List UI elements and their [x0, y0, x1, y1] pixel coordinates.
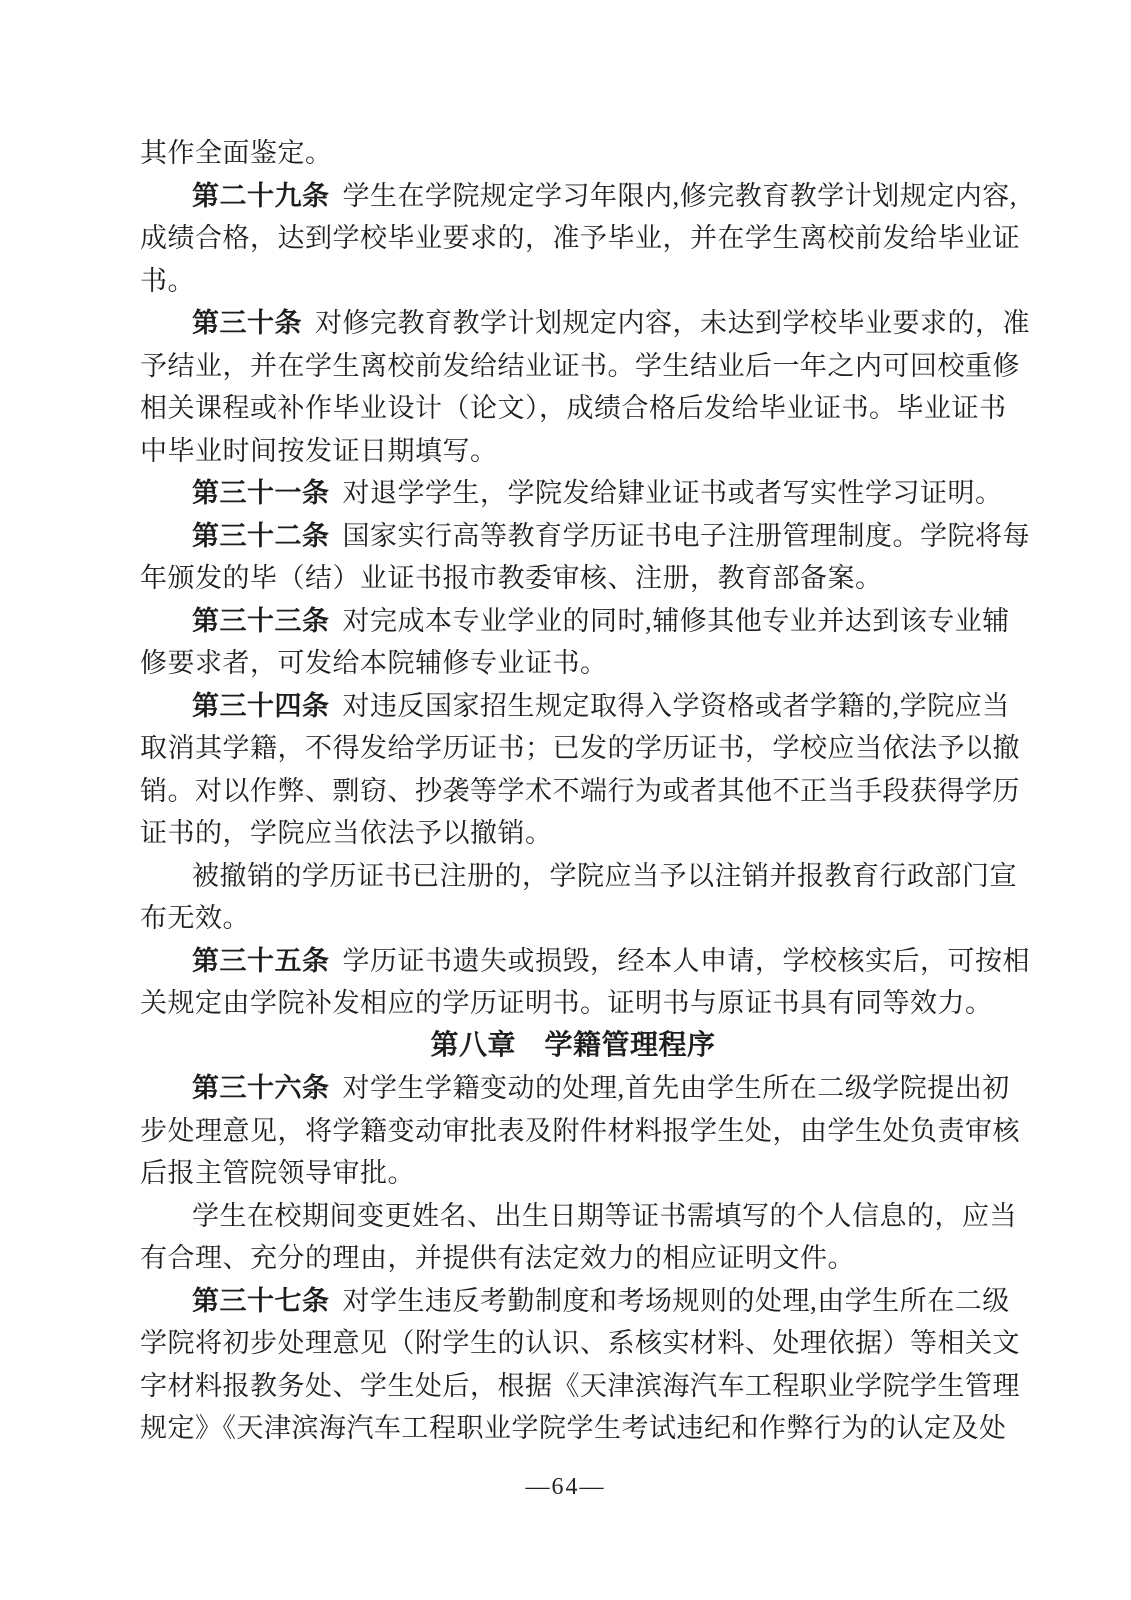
line-text: 其作全面鉴定。 [140, 138, 333, 168]
chapter-heading [140, 1025, 1006, 1068]
line-text: 后报主管院领导审批。 [140, 1158, 415, 1188]
article-number: 第二十九条 [192, 180, 330, 211]
text-line [140, 1322, 1020, 1365]
text-line [140, 345, 1020, 388]
text-line [140, 812, 1006, 855]
text-line [140, 940, 1030, 983]
line-text: 被撤销的学历证书已注册的，学院应当予以注销并报教育行政部门宣 [192, 860, 1017, 891]
text-line [140, 982, 1006, 1025]
line-text: 销。对以作弊、剽窃、抄袭等学术不端行为或者其他不正当手段获得学历 [140, 775, 1020, 806]
text-line [140, 472, 1006, 515]
article-number: 第三十七条 [192, 1285, 330, 1316]
text-line [140, 1067, 1010, 1110]
text-line [140, 897, 1006, 940]
text-line [140, 1152, 1006, 1195]
text-line [140, 1280, 1010, 1323]
text-line [140, 515, 1030, 558]
text-line [140, 1365, 1020, 1408]
text-line [140, 727, 1020, 770]
text-line [140, 1110, 1020, 1153]
text-line [140, 132, 1006, 175]
line-text: 相关课程或补作毕业设计（论文），成绩合格后发给毕业证书。毕业证书 [140, 393, 1007, 423]
line-text: 布无效。 [140, 903, 250, 933]
article-number: 第三十二条 [192, 520, 330, 551]
text-line [140, 387, 1006, 430]
line-text: 取消其学籍，不得发给学历证书；已发的学历证书，学校应当依法予以撤 [140, 733, 1020, 763]
article-number: 第三十五条 [192, 945, 330, 976]
text-line [140, 855, 1017, 898]
line-text: 国家实行高等教育学历证书电子注册管理制度。学院将每 [342, 520, 1030, 551]
line-text: 有合理、充分的理由，并提供有法定效力的相应证明文件。 [140, 1243, 855, 1273]
text-line [140, 600, 1010, 643]
text-line [140, 217, 1020, 260]
page-number: —64— [525, 1474, 606, 1500]
article-number: 第三十四条 [192, 690, 330, 721]
line-text: 年颁发的毕（结）业证书报市教委审核、注册，教育部备案。 [140, 563, 883, 593]
line-text: 关规定由学院补发相应的学历证明书。证明书与原证书具有同等效力。 [140, 988, 993, 1018]
text-line [140, 1195, 1017, 1238]
text-line [140, 1407, 1006, 1450]
line-text: 证书的，学院应当依法予以撤销。 [140, 818, 553, 848]
line-text: 对违反国家招生规定取得入学资格或者学籍的,学院应当 [342, 690, 1010, 721]
article-number: 第三十三条 [192, 605, 330, 636]
text-line [140, 685, 1010, 728]
text-line [140, 770, 1020, 813]
line-text: 对退学学生，学院发给肄业证书或者写实性学习证明。 [342, 478, 1003, 508]
line-text: 中毕业时间按发证日期填写。 [140, 435, 498, 466]
text-line [140, 1237, 1006, 1280]
text-line [140, 642, 1006, 685]
line-text: 学院将初步处理意见（附学生的认识、系核实材料、处理依据）等相关文 [140, 1328, 1020, 1358]
line-text: 书。 [140, 265, 195, 296]
article-number: 第三十六条 [192, 1073, 330, 1103]
text-line [140, 430, 1006, 473]
line-text: 修要求者，可发给本院辅修专业证书。 [140, 648, 608, 678]
line-text: 学生在校期间变更姓名、出生日期等证书需填写的个人信息的，应当 [192, 1200, 1017, 1231]
article-number: 第三十一条 [192, 478, 330, 508]
text-line [140, 557, 1006, 600]
line-text: 字材料报教务处、学生处后，根据《天津滨海汽车工程职业学院学生管理 [140, 1370, 1020, 1401]
line-text: 步处理意见，将学籍变动审批表及附件材料报学生处，由学生处负责审核 [140, 1115, 1020, 1146]
line-text: 对学生违反考勤制度和考场规则的处理,由学生所在二级 [342, 1285, 1010, 1316]
document-body [140, 132, 1030, 1450]
text-line [140, 260, 1006, 303]
line-text: 对修完教育教学计划规定内容，未达到学校毕业要求的，准 [315, 308, 1030, 338]
line-text: 对学生学籍变动的处理,首先由学生所在二级学院提出初 [342, 1073, 1010, 1103]
line-text: 学历证书遗失或损毁，经本人申请，学校核实后，可按相 [342, 945, 1030, 976]
article-number: 第三十条 [192, 308, 302, 338]
line-text: 成绩合格，达到学校毕业要求的，准予毕业，并在学生离校前发给毕业证 [140, 223, 1020, 253]
line-text: 对完成本专业学业的同时,辅修其他专业并达到该专业辅 [342, 605, 1010, 636]
line-text: 学生在学院规定学习年限内,修完教育教学计划规定内容, [342, 180, 1017, 211]
line-text: 第八章 学籍管理程序 [430, 1029, 716, 1061]
line-text: 予结业，并在学生离校前发给结业证书。学生结业后一年之内可回校重修 [140, 350, 1020, 381]
text-line [140, 175, 1017, 218]
line-text: 规定》《天津滨海汽车工程职业学院学生考试违纪和作弊行为的认定及处 [140, 1413, 1007, 1443]
text-line [140, 302, 1030, 345]
